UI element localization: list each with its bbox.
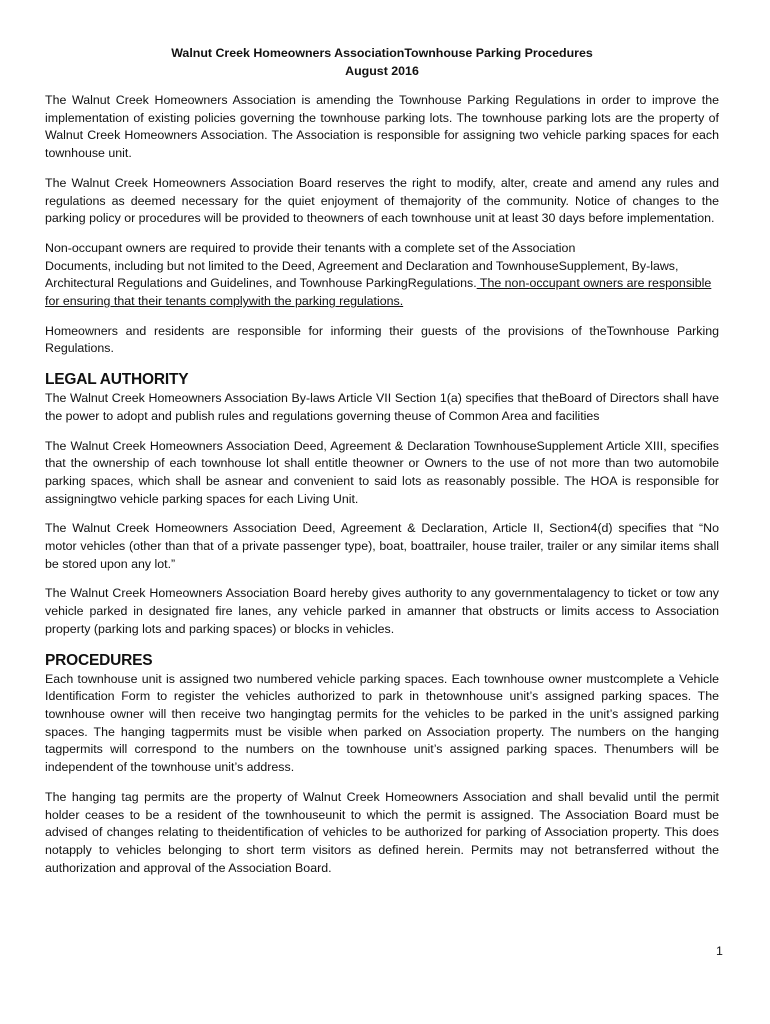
legal-authority-paragraph-2: The Walnut Creek Homeowners Association Deed, Agreement & Declaration TownhouseSupplement Article XIII, specifies that the ownership of each townhouse lot shall entitle theowner or Owners to the use of not more than two automobile parking spaces, which shall be asnear and convenient to said lots as reasonably possible. The HOA is responsible for assigningtwo vehicle parking spaces for each Living Unit. xyxy=(45,438,719,506)
intro-paragraph-3 xyxy=(45,240,719,311)
intro-paragraph-3-body: Documents, including but not limited to the Deed, Agreement and Declaration and TownhouseSupplement, By-laws, Architectural Regulations and Guidelines, and Townhouse ParkingRegulations. xyxy=(45,258,679,291)
legal-authority-paragraph-4: The Walnut Creek Homeowners Association Board hereby gives authority to any governmentalagency to ticket or tow any vehicle parked in designated fire lanes, any vehicle parked in amanner that obstructs or limits access to Association property (parking lots and parking spaces) or blocks in vehicles. xyxy=(45,586,719,636)
intro-paragraph-1: The Walnut Creek Homeowners Association is amending the Townhouse Parking Regulations in order to improve the implementation of existing policies governing the townhouse parking lots. The townhouse parking lots are the property of Walnut Creek Homeowners Association. The Association is responsible for assigning two vehicle parking spaces for each townhouse unit. xyxy=(45,93,719,161)
intro-paragraph-2: The Walnut Creek Homeowners Association Board reserves the right to modify, alter, create and amend any rules and regulations as deemed necessary for the quiet enjoyment of themajority of the community. Notice of changes to the parking policy or procedures will be provided to theowners of each townhouse unit at least 30 days before implementation. xyxy=(45,175,719,226)
intro-paragraph-4: Homeowners and residents are responsible for informing their guests of the provisions of theTownhouse Parking Regulations. xyxy=(45,323,719,356)
page-number: 1 xyxy=(716,944,723,958)
intro-paragraph-3-line1: Non-occupant owners are required to provide their tenants with a complete set of the Association xyxy=(45,240,576,255)
procedures-paragraph-2: The hanging tag permits are the property of Walnut Creek Homeowners Association and shall bevalid until the permit holder ceases to be a resident of the townhouseunit to which the permit is assigned. The Association Board must be advised of changes relating to theidentification of vehicles to be authorized for parking of Association property. This does notapply to vehicles belonging to short term visitors as defined herein. Permits may not betransferred without the authorization and approval of the Association Board. xyxy=(45,789,719,875)
legal-authority-heading: LEGAL AUTHORITY xyxy=(45,371,189,389)
document-title: Walnut Creek Homeowners AssociationTownhouse Parking Procedures xyxy=(171,46,593,60)
procedures-heading: PROCEDURES xyxy=(45,651,153,669)
document-page xyxy=(45,44,719,889)
legal-authority-paragraph-3: The Walnut Creek Homeowners Association Deed, Agreement & Declaration, Article II, Section4(d) specifies that “No motor vehicles (other than that of a private passenger type), boat, boattrailer, house trailer, trailer or any similar items shall be stored upon any lot.” xyxy=(45,521,719,571)
legal-authority-paragraph-1: The Walnut Creek Homeowners Association By-laws Article VII Section 1(a) specifies that theBoard of Directors shall have the power to adopt and publish rules and regulations governing theuse of Common Area and facilities xyxy=(45,391,719,423)
intro-paragraph-3-underlined: The non-occupant owners are responsible for ensuring that their tenants complywith the parking regulations. xyxy=(45,276,712,309)
document-header xyxy=(45,44,719,80)
document-date: August 2016 xyxy=(345,64,419,78)
procedures-paragraph-1: Each townhouse unit is assigned two numbered vehicle parking spaces. Each townhouse owner mustcomplete a Vehicle Identification Form to register the vehicles authorized to park in thetownhouse unit’s assigned parking spaces. The townhouse owner will then receive two hangingtag permits for the vehicles to be parked in the unit’s assigned parking spaces. The hanging tagpermits must be visible when parked on Association property. The numbers on the hanging tagpermits will correspond to the numbers on the townhouse unit’s assigned parking spaces. Thenumbers will be independent of the townhouse unit’s address. xyxy=(45,671,719,775)
